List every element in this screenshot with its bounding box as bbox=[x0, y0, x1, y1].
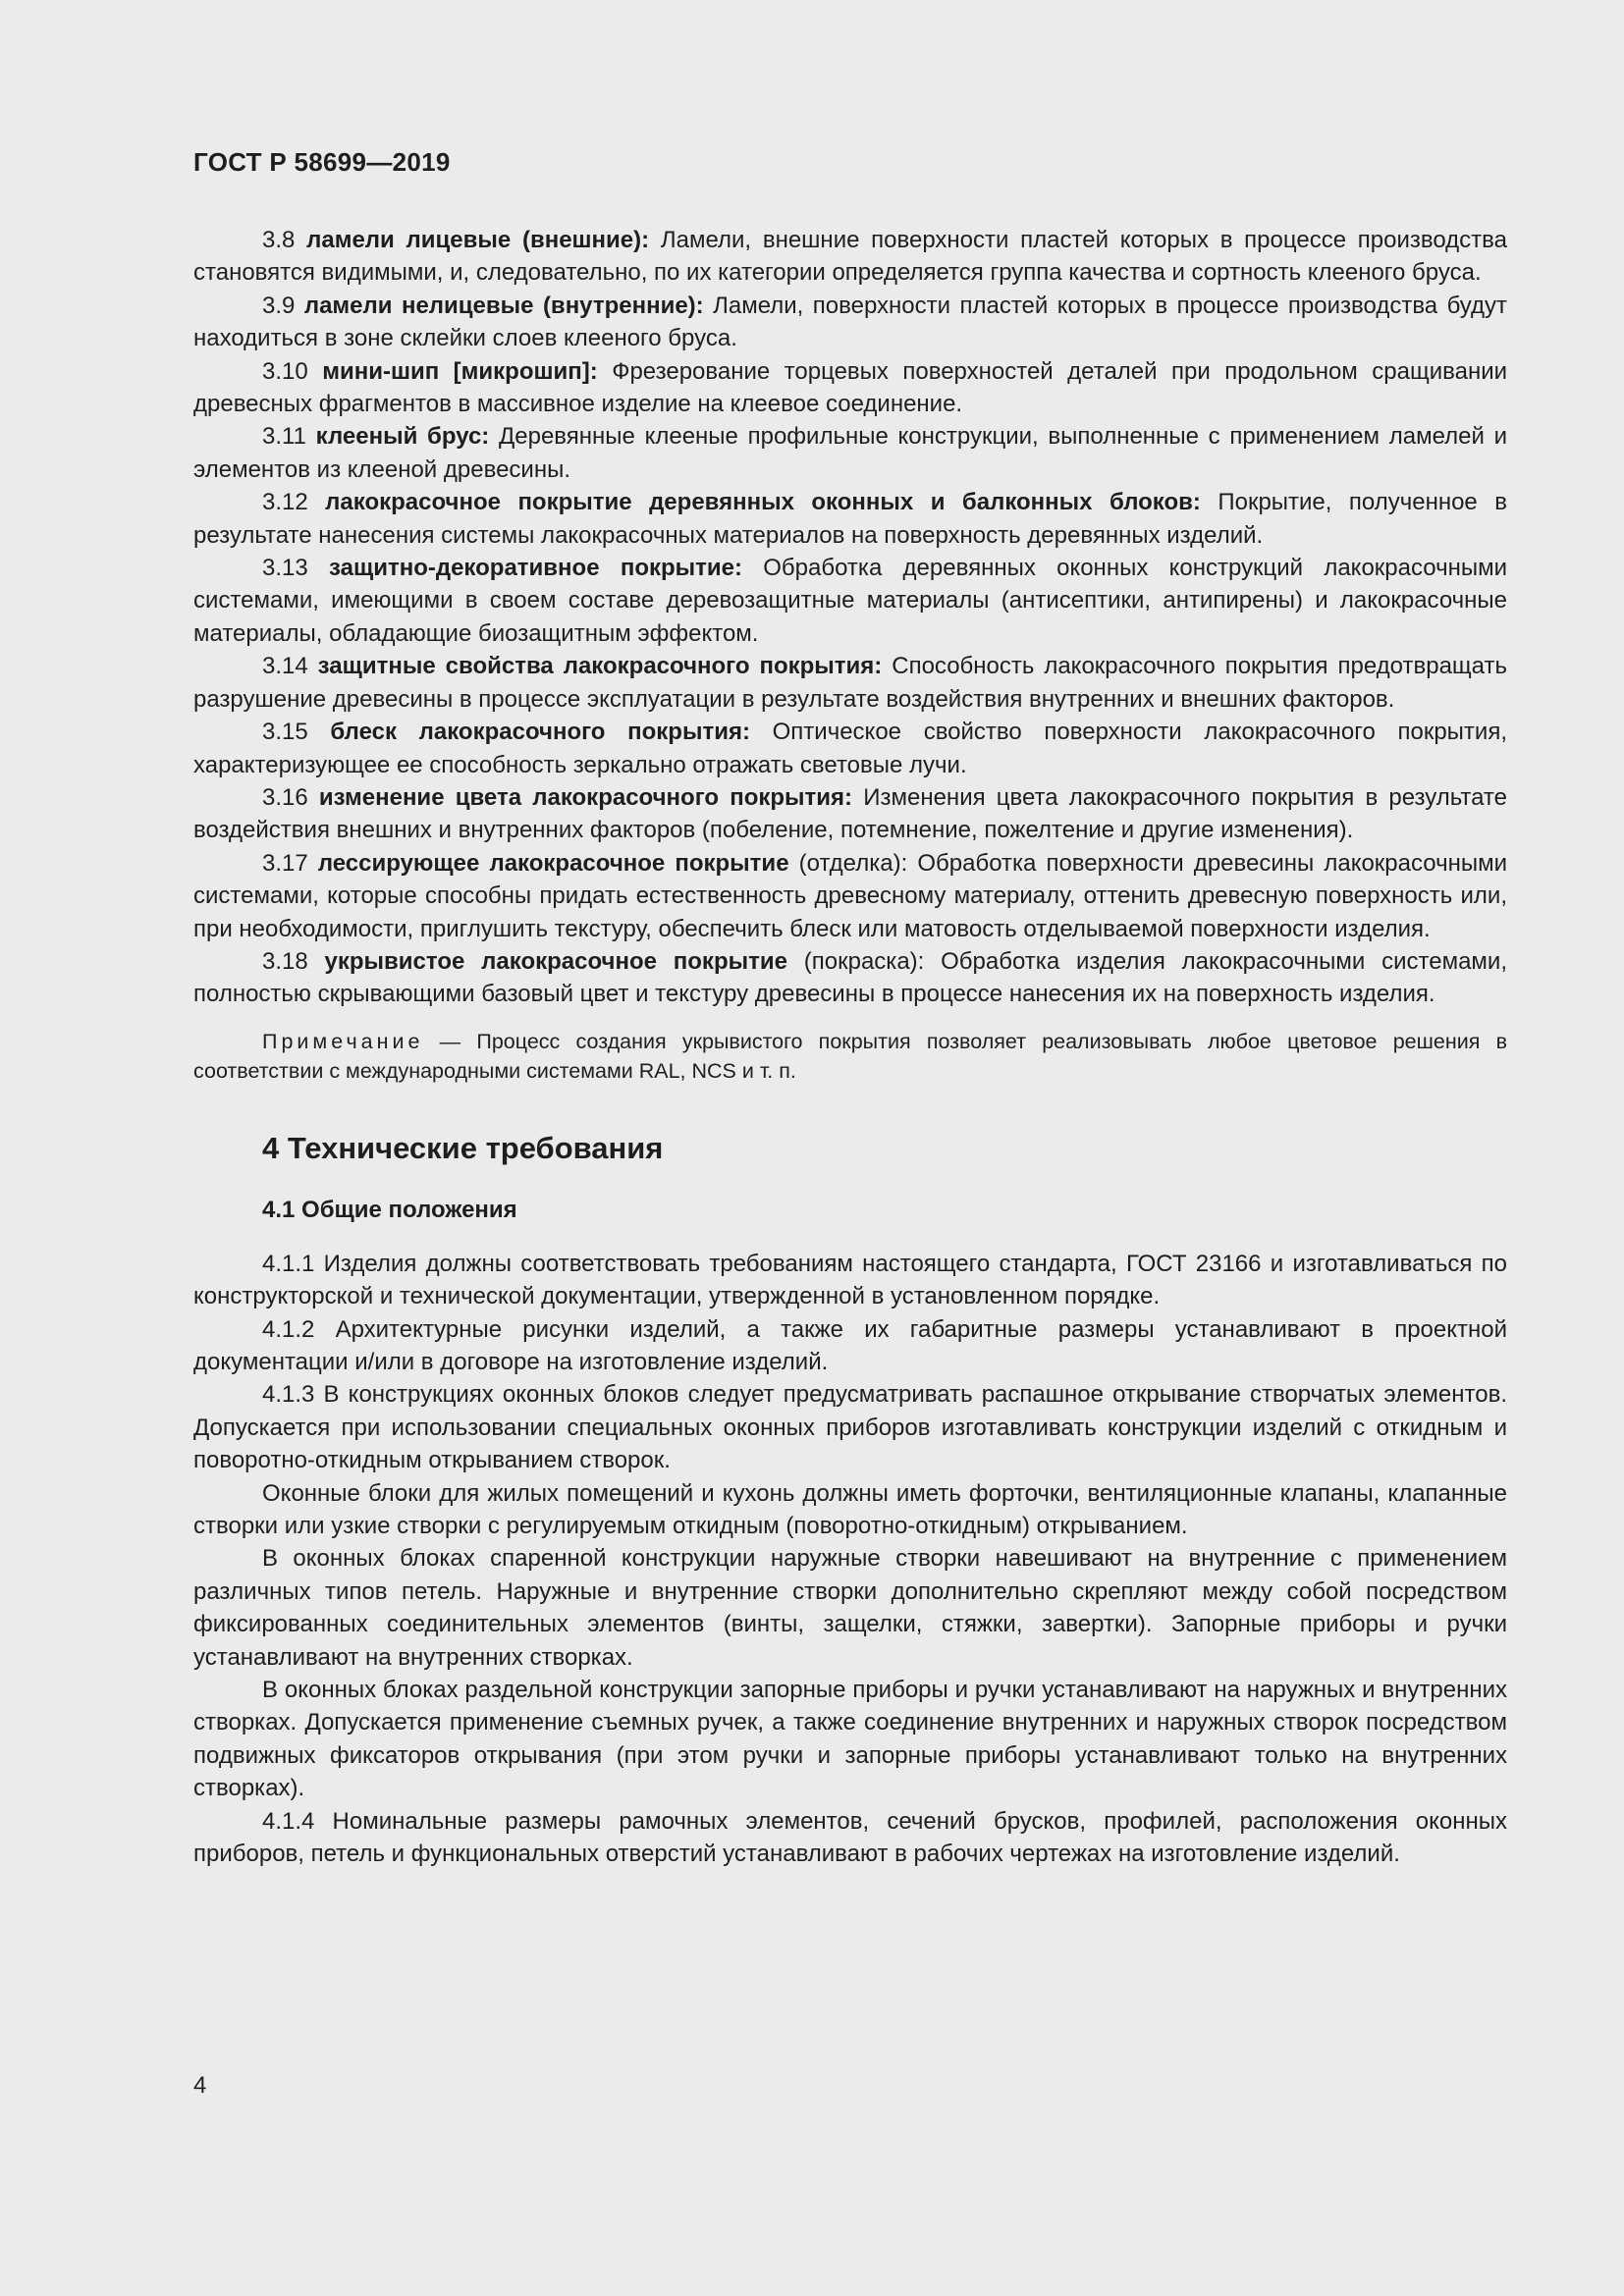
definition-text: Изменения цвета лакокрасочного покрытия в результате воздействия внешних и внутренних факторов (побеление, потемнение, пожелтение и другие изменения). bbox=[193, 783, 1507, 844]
definition-term: укрывистое лакокрасочное покрытие bbox=[324, 947, 787, 975]
definition-3-11: 3.11 клееный брус: Деревянные клееные профильные конструкции, выполненные с применением ламелей и элементов из клееной древесины. bbox=[193, 423, 1507, 483]
definition-text: Ламели, поверхности пластей которых в процессе производства будут находиться в зоне склейки слоев клееного бруса. bbox=[193, 292, 1508, 352]
document-body bbox=[193, 224, 1507, 1870]
definition-term: защитно-декоративное покрытие: bbox=[328, 555, 742, 582]
definition-3-8: 3.8 ламели лицевые (внешние): Ламели, внешние поверхности пластей которых в процессе производства становятся видимыми, и, следовательно, по их категории определяется группа качества и сортность клееного бруса. bbox=[193, 227, 1507, 287]
definition-term: изменение цвета лакокрасочного покрытия: bbox=[318, 783, 853, 811]
paragraph-4-1-2: 4.1.2 Архитектурные рисунки изделий, а также их габаритные размеры устанавливают в проектной документации и/или в договоре на изготовление изделий. bbox=[193, 1315, 1507, 1375]
definition-text: Оптическое свойство поверхности лакокрасочного покрытия, характеризующее ее способность зеркально отражать световые лучи. bbox=[193, 719, 1507, 778]
definition-text: (отделка): Обработка поверхности древесины лакокрасочными системами, которые способны придать естественность древесному материалу, оттенить древесную поверхность или, при необходимости, приглушить текстуру, обеспечить блеск или матовость отделываемой поверхности изделия. bbox=[193, 849, 1508, 942]
paragraph-separate-construction: В оконных блоках раздельной конструкции запорные приборы и ручки устанавливают на наружных и внутренних створках. Допускается применение съемных ручек, а также соединение внутренних и наружных створок посредством подвижных фиксаторов открывания (при этом ручки и запорные приборы устанавливают только на внутренних створках). bbox=[193, 1677, 1507, 1802]
definition-term: лессирующее лакокрасочное покрытие bbox=[317, 849, 789, 877]
definition-text: Ламели, внешние поверхности пластей которых в процессе производства становятся видимыми, и, следовательно, по их категории определяется группа качества и сортность клееного бруса. bbox=[193, 227, 1507, 287]
definition-term: блеск лакокрасочного покрытия: bbox=[330, 719, 750, 746]
definition-text: Обработка деревянных оконных конструкций лакокрасочными системами, имеющими в своем составе деревозащитные материалы (антисептики, антипирены) и лакокрасочные материалы, обладающие биозащитным эффектом. bbox=[193, 555, 1508, 647]
paragraph-window-ventilation: Оконные блоки для жилых помещений и кухонь должны иметь форточки, вентиляционные клапаны, клапанные створки или узкие створки с регулируемым откидным (поворотно-откидным) открыванием. bbox=[193, 1479, 1507, 1539]
paragraph-4-1-4: 4.1.4 Номинальные размеры рамочных элементов, сечений брусков, профилей, расположения оконных приборов, петель и функциональных отверстий устанавливают в рабочих чертежах на изготовление изделий. bbox=[193, 1807, 1507, 1868]
definition-3-12: 3.12 лакокрасочное покрытие деревянных оконных и балконных блоков: Покрытие, полученное в результате нанесения системы лакокрасочных материалов на поверхность деревянных изделий. bbox=[193, 489, 1507, 549]
document-header: ГОСТ Р 58699—2019 bbox=[193, 147, 451, 177]
definition-text: Фрезерование торцевых поверхностей деталей при продольном сращивании древесных фрагментов в массивное изделие на клеевое соединение. bbox=[193, 357, 1508, 418]
definition-3-17: 3.17 лессирующее лакокрасочное покрытие (отделка): Обработка поверхности древесины лакокрасочными системами, которые способны придать естественность древесному материалу, оттенить древесную поверхность или, при необходимости, приглушить текстуру, обеспечить блеск или матовость отделываемой поверхности изделия. bbox=[193, 849, 1508, 942]
definition-text: Способность лакокрасочного покрытия предотвращать разрушение древесины в процессе эксплуатации в результате воздействия внутренних и внешних факторов. bbox=[193, 653, 1507, 713]
definition-3-13: 3.13 защитно-декоративное покрытие: Обработка деревянных оконных конструкций лакокрасочными системами, имеющими в своем составе деревозащитные материалы (антисептики, антипирены) и лакокрасочные материалы, обладающие биозащитным эффектом. bbox=[193, 555, 1508, 647]
definition-text: Покрытие, полученное в результате нанесения системы лакокрасочных материалов на поверхность деревянных изделий. bbox=[193, 489, 1507, 549]
definition-term: клееный брус: bbox=[315, 423, 490, 451]
paragraph-4-1-3: 4.1.3 В конструкциях оконных блоков следует предусматривать распашное открывание створчатых элементов. Допускается при использовании специальных оконных приборов изготавливать конструкции изделий с откидным и поворотно-откидным открыванием створок. bbox=[193, 1381, 1507, 1474]
definition-text: Деревянные клееные профильные конструкции, выполненные с применением ламелей и элементов из клееной древесины. bbox=[193, 423, 1507, 483]
paragraph-paired-construction: В оконных блоках спаренной конструкции наружные створки навешивают на внутренние с применением различных типов петель. Наружные и внутренние створки дополнительно скрепляют между собой посредством фиксированных соединительных элементов (винты, защелки, стяжки, завертки). Запорные приборы и ручки устанавливают на внутренних створках. bbox=[193, 1545, 1507, 1671]
definition-text: (покраска): Обработка изделия лакокрасочными системами, полностью скрывающими базовый цвет и текстуру древесины в процессе нанесения их на поверхность изделия. bbox=[193, 947, 1507, 1008]
paragraph-4-1-1: 4.1.1 Изделия должны соответствовать требованиям настоящего стандарта, ГОСТ 23166 и изготавливаться по конструкторской и технической документации, утвержденной в установленном порядке. bbox=[193, 1250, 1507, 1310]
definition-3-10: 3.10 мини-шип [микрошип]: Фрезерование торцевых поверхностей деталей при продольном сращивании древесных фрагментов в массивное изделие на клеевое соединение. bbox=[193, 357, 1508, 418]
definition-term: ламели нелицевые (внутренние): bbox=[303, 292, 704, 319]
definition-3-18: 3.18 укрывистое лакокрасочное покрытие (покраска): Обработка изделия лакокрасочными системами, полностью скрывающими базовый цвет и текстуру древесины в процессе нанесения их на поверхность изделия. bbox=[193, 947, 1507, 1008]
definition-term: мини-шип [микрошип]: bbox=[322, 357, 598, 385]
page-number: 4 bbox=[193, 2072, 207, 2099]
definition-term: защитные свойства лакокрасочного покрытия: bbox=[317, 653, 883, 680]
definition-3-9: 3.9 ламели нелицевые (внутренние): Ламели, поверхности пластей которых в процессе производства будут находиться в зоне склейки слоев клееного бруса. bbox=[193, 292, 1508, 352]
definition-term: лакокрасочное покрытие деревянных оконных и балконных блоков: bbox=[325, 489, 1201, 516]
subsection-title: 4.1 Общие положения bbox=[262, 1196, 517, 1223]
note-paragraph bbox=[193, 1027, 1507, 1086]
note-text: — Процесс создания укрывистого покрытия позволяет реализовывать любое цветовое решения в соответствии с международными системами RAL, NCS и т. п. bbox=[193, 1029, 1507, 1083]
definition-3-14: 3.14 защитные свойства лакокрасочного покрытия: Способность лакокрасочного покрытия предотвращать разрушение древесины в процессе эксплуатации в результате воздействия внутренних и внешних факторов. bbox=[193, 653, 1507, 713]
definition-3-15: 3.15 блеск лакокрасочного покрытия: Оптическое свойство поверхности лакокрасочного покрытия, характеризующее ее способность зеркально отражать световые лучи. bbox=[193, 719, 1507, 778]
definition-3-16: 3.16 изменение цвета лакокрасочного покрытия: Изменения цвета лакокрасочного покрытия в результате воздействия внешних и внутренних факторов (побеление, потемнение, пожелтение и другие изменения). bbox=[193, 783, 1507, 844]
section-title: 4 Технические требования bbox=[262, 1130, 664, 1165]
definition-term: ламели лицевые (внешние): bbox=[306, 227, 650, 253]
note-label: Примечание bbox=[262, 1029, 424, 1053]
